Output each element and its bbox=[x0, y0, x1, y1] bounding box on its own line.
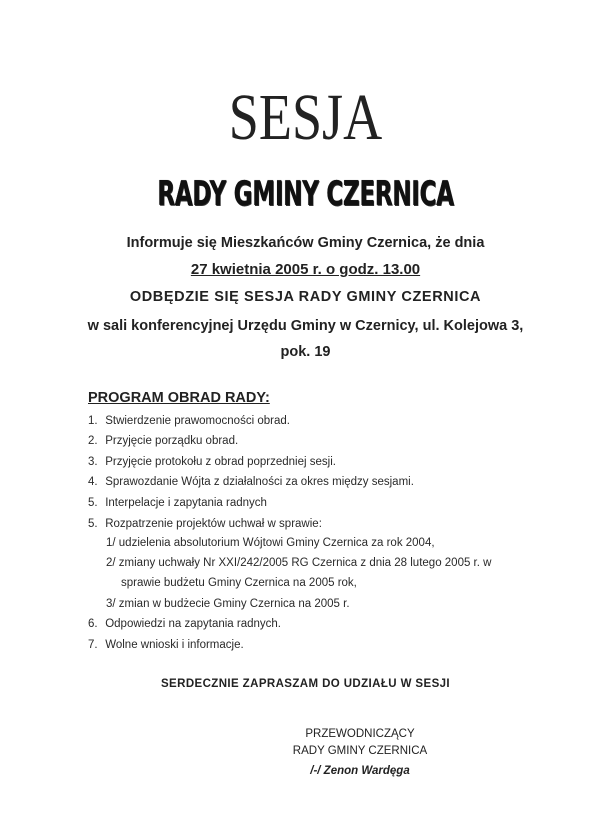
announcement-place: w sali konferencyjnej Urzędu Gminy w Czernicy, ul. Kolejowa 3, bbox=[87, 318, 524, 334]
invitation-text: SERDECZNIE ZAPRASZAM DO UDZIAŁU W SESJI bbox=[160, 678, 451, 690]
program-subitem: 1/ udzielenia absolutorium Wójtowi Gminy Czernica za rok 2004, bbox=[106, 537, 435, 549]
program-item-text: Stwierdzenie prawomocności obrad. bbox=[105, 415, 290, 427]
program-item bbox=[88, 455, 336, 469]
notice-subtitle: RADY GMINY CZERNICA bbox=[157, 174, 454, 214]
program-item-text: Przyjęcie porządku obrad. bbox=[105, 435, 239, 447]
program-item bbox=[88, 638, 244, 652]
program-item-number: 2. bbox=[88, 435, 98, 447]
program-item-number: 1. bbox=[88, 415, 98, 427]
program-item-number: 4. bbox=[88, 476, 98, 488]
program-item-text: Rozpatrzenie projektów uchwał w sprawie: bbox=[105, 518, 322, 530]
program-item-text: Przyjęcie protokołu z obrad poprzedniej sesji. bbox=[105, 456, 336, 468]
program-item-text: Wolne wnioski i informacje. bbox=[105, 639, 244, 651]
announcement-date: 27 kwietnia 2005 r. o godz. 13.00 bbox=[190, 261, 421, 278]
program-item bbox=[88, 434, 238, 448]
program-item bbox=[88, 414, 290, 428]
program-item bbox=[88, 475, 414, 489]
program-heading: PROGRAM OBRAD RADY: bbox=[88, 390, 270, 406]
announcement-session: ODBĘDZIE SIĘ SESJA RADY GMINY CZERNICA bbox=[129, 289, 482, 305]
program-item-number: 5. bbox=[88, 518, 98, 530]
program-item-text: Sprawozdanie Wójta z działalności za okres między sesjami. bbox=[105, 476, 414, 488]
notice-title: SESJA bbox=[228, 81, 383, 154]
program-item bbox=[88, 496, 267, 510]
signature-body: RADY GMINY CZERNICA bbox=[292, 745, 428, 757]
program-item-text: Odpowiedzi na zapytania radnych. bbox=[105, 618, 282, 630]
program-item-number: 5. bbox=[88, 497, 98, 509]
program-subitem: 2/ zmiany uchwały Nr XXI/242/2005 RG Czernica z dnia 28 lutego 2005 r. w bbox=[106, 557, 492, 569]
program-item-number: 6. bbox=[88, 618, 98, 630]
signature-name: /-/ Zenon Wardęga bbox=[310, 765, 410, 777]
program-subitem-continuation: sprawie budżetu Gminy Czernica na 2005 rok, bbox=[121, 577, 357, 589]
announcement-room: pok. 19 bbox=[280, 344, 331, 360]
announcement-intro: Informuje się Mieszkańców Gminy Czernica, że dnia bbox=[126, 235, 485, 251]
program-item-number: 3. bbox=[88, 456, 98, 468]
signature-role: PRZEWODNICZĄCY bbox=[305, 728, 415, 740]
program-item bbox=[88, 517, 322, 531]
program-subitem: 3/ zmian w budżecie Gminy Czernica na 2005 r. bbox=[106, 598, 350, 610]
program-item-number: 7. bbox=[88, 639, 98, 651]
program-item-text: Interpelacje i zapytania radnych bbox=[105, 497, 267, 509]
program-item bbox=[88, 617, 281, 631]
